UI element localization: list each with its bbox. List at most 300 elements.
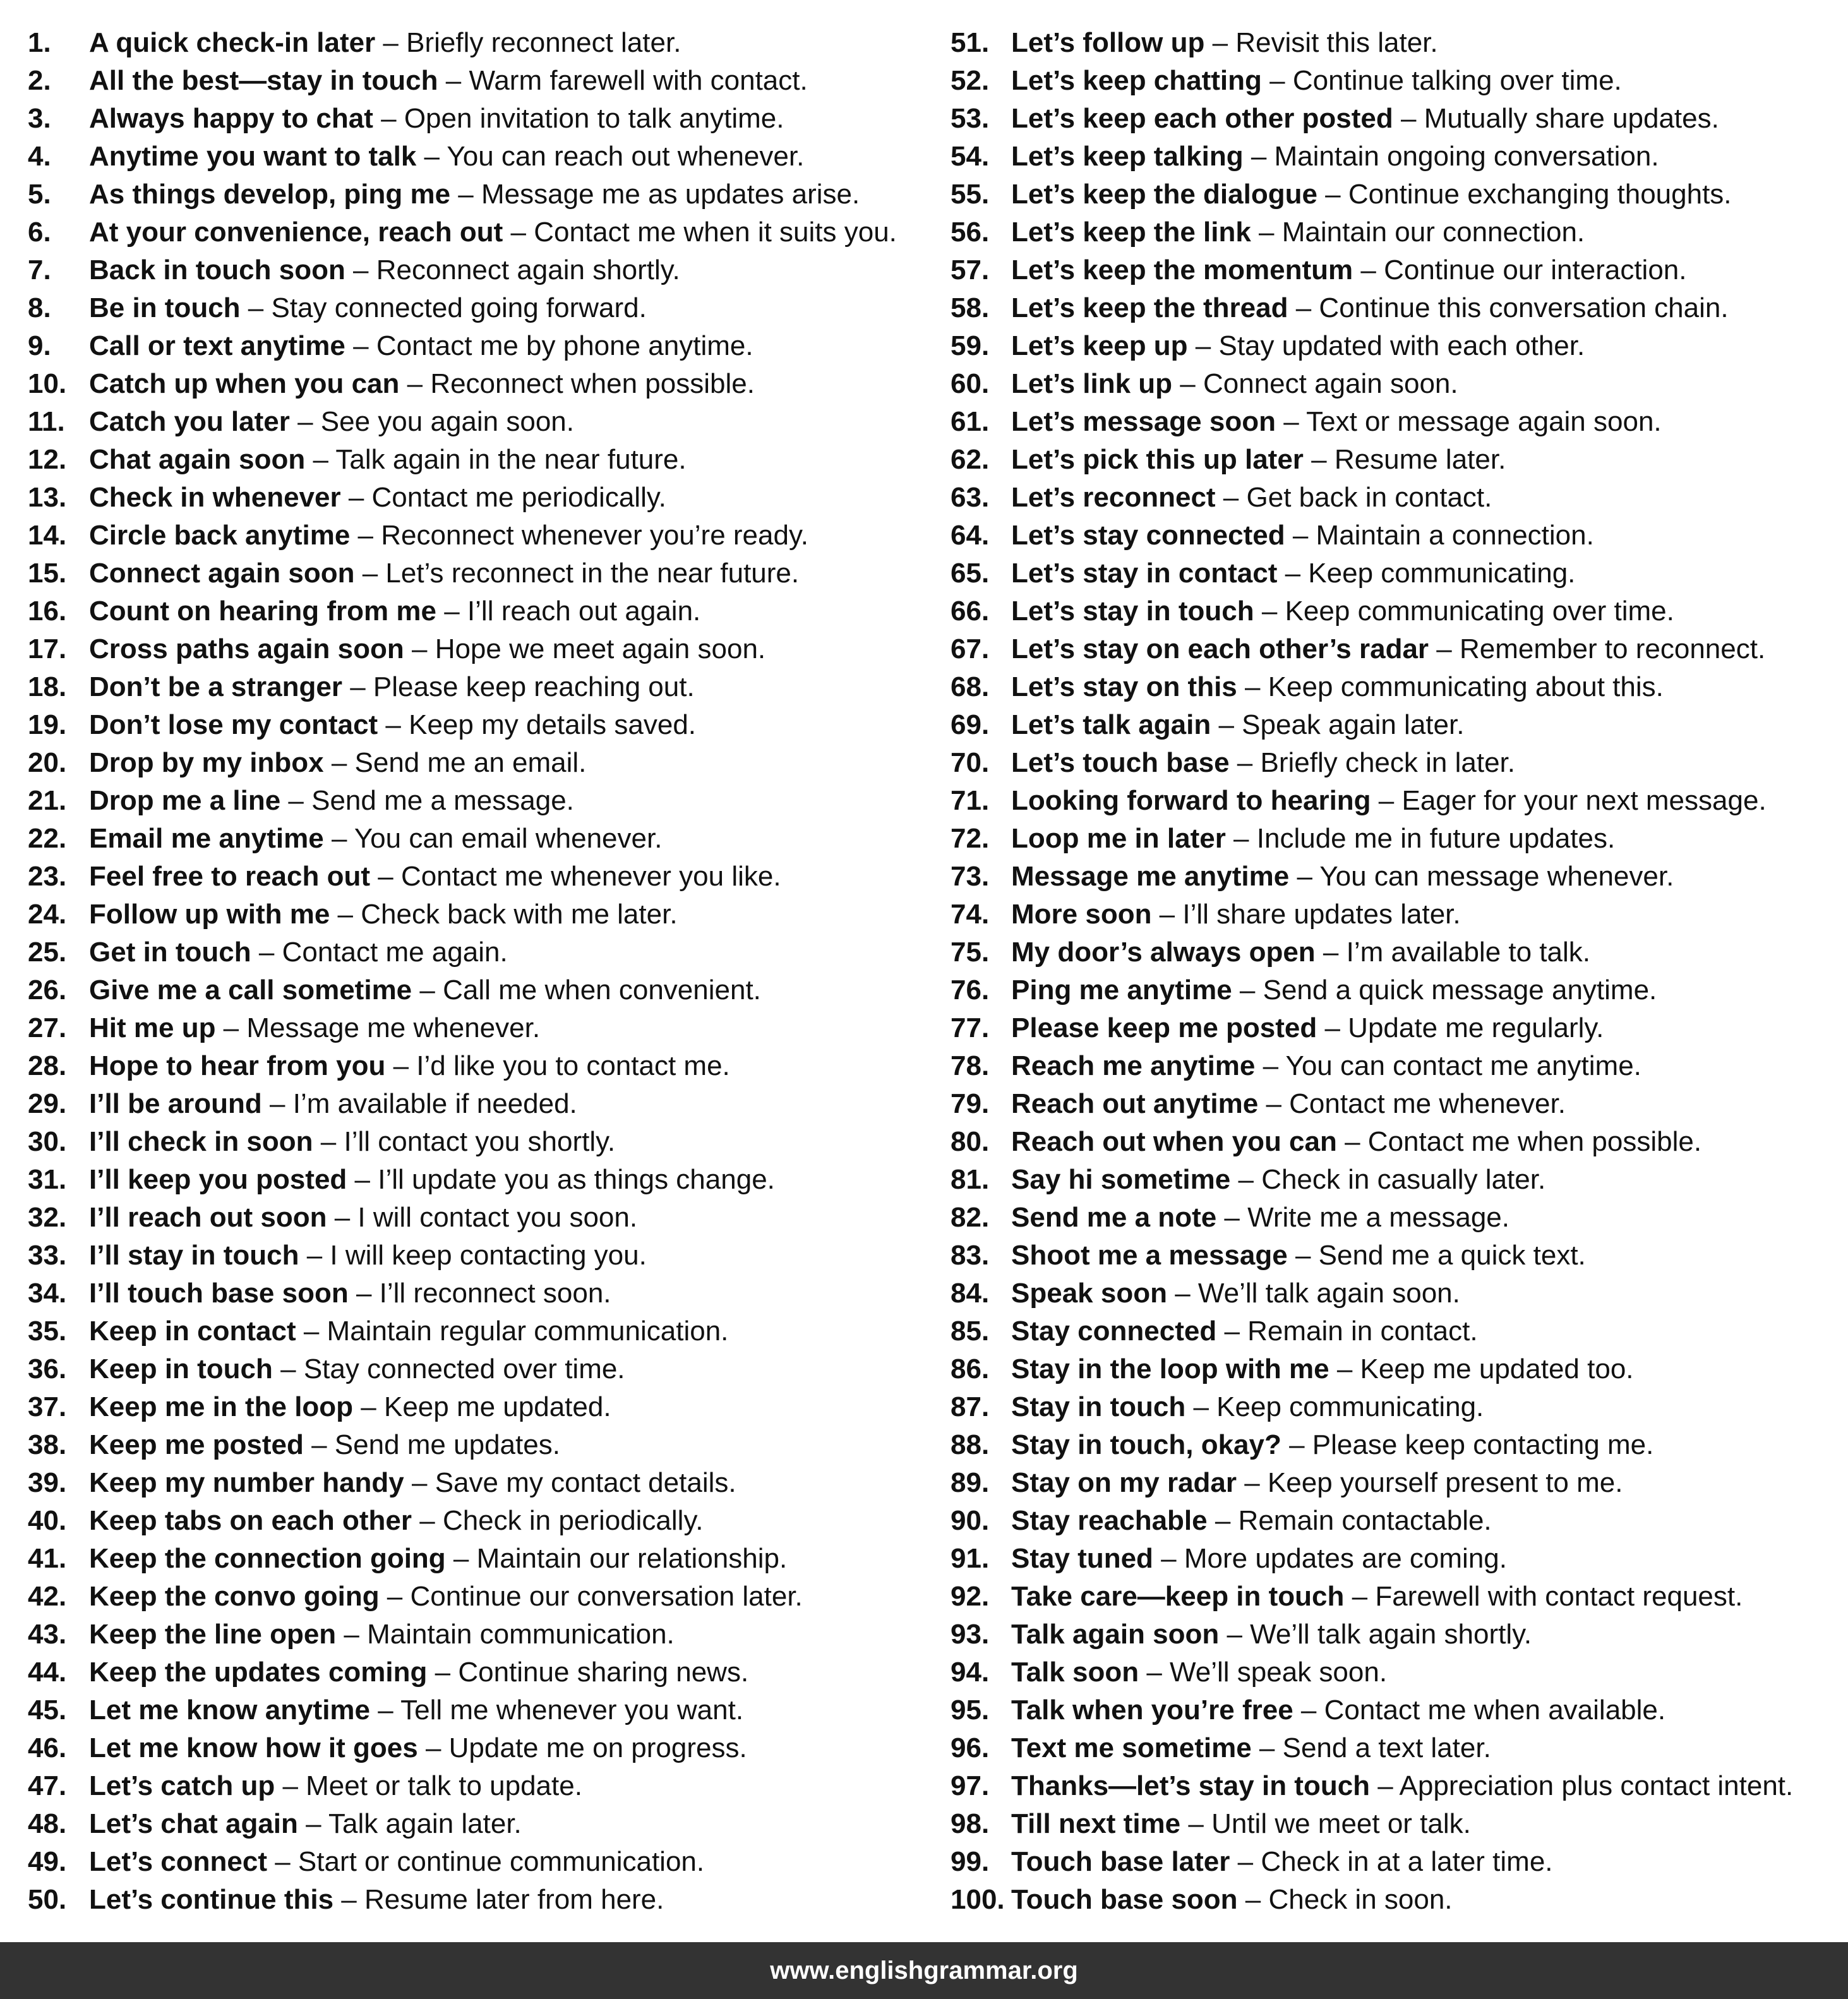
item-number: 8. [28,292,51,323]
item-meaning: You can email whenever. [354,823,663,854]
item-text [89,1881,664,1919]
item-phrase: Shoot me a message [1011,1240,1288,1271]
item-separator: – [1370,1770,1400,1801]
item-text [1011,24,1438,62]
item-separator: – [1237,671,1268,702]
item-number: 1. [28,27,51,58]
list-item [28,251,925,289]
item-meaning: I’ll reconnect soon. [379,1278,611,1309]
item-text [89,479,666,517]
item-number: 25. [28,937,67,968]
item-separator: – [1216,1316,1248,1347]
item-text [89,251,680,289]
item-phrase: Back in touch soon [89,255,345,285]
item-phrase: Keep me posted [89,1429,304,1460]
list-item [28,933,925,971]
item-meaning: Appreciation plus contact intent. [1399,1770,1794,1801]
item-meaning: Keep my details saved. [409,709,697,740]
item-text [89,1199,637,1237]
item-number: 36. [28,1354,67,1384]
item-meaning: See you again soon. [320,406,574,437]
list-item [28,1881,925,1919]
item-phrase: Touch base soon [1011,1884,1238,1915]
item-phrase: Give me a call sometime [89,975,412,1006]
list-item [951,289,1835,327]
item-phrase: Stay in the loop with me [1011,1354,1329,1384]
item-text [89,1085,577,1123]
item-meaning: Check in periodically. [442,1505,704,1536]
item-number: 99. [951,1846,990,1877]
item-text [89,706,696,744]
item-text [1011,138,1659,176]
item-phrase: Hope to hear from you [89,1050,386,1081]
item-phrase: Let’s stay in touch [1011,596,1254,627]
item-number: 7. [28,255,51,285]
item-phrase: Let’s catch up [89,1770,275,1801]
item-meaning: Check in at a later time. [1261,1846,1553,1877]
list-item [951,1388,1835,1426]
item-phrase: Keep the convo going [89,1581,380,1612]
item-separator: – [1243,141,1275,172]
item-number: 67. [951,633,990,664]
item-phrase: Keep me in the loop [89,1391,354,1422]
item-meaning: Text or message again soon. [1306,406,1662,437]
item-meaning: Check in casually later. [1261,1164,1546,1195]
item-separator: – [385,1050,417,1081]
item-separator: – [445,1543,477,1574]
list-item [28,1805,925,1843]
item-separator: – [289,406,321,437]
item-text [1011,706,1464,744]
list-item [951,62,1835,100]
item-text [89,1729,747,1767]
item-number: 41. [28,1543,67,1574]
item-phrase: Stay tuned [1011,1543,1153,1574]
item-separator: – [1315,937,1347,968]
item-text [1011,630,1765,668]
list-item [951,213,1835,251]
item-separator: – [1281,1429,1312,1460]
item-separator: – [379,1581,411,1612]
item-separator: – [348,1278,380,1309]
item-separator: – [1232,975,1263,1006]
item-number: 31. [28,1164,67,1195]
item-separator: – [1204,27,1236,58]
list-item [951,1085,1835,1123]
item-meaning: Contact me by phone anytime. [376,330,753,361]
item-meaning: Send me an email. [354,747,587,778]
item-phrase: Let’s keep each other posted [1011,103,1393,134]
item-phrase: Ping me anytime [1011,975,1232,1006]
list-item [951,1275,1835,1312]
item-meaning: Keep yourself present to me. [1267,1467,1623,1498]
item-phrase: I’ll keep you posted [89,1164,347,1195]
list-item [28,1388,925,1426]
item-number: 16. [28,596,67,627]
item-number: 6. [28,217,51,248]
list-item [951,1691,1835,1729]
item-separator: – [450,179,481,210]
item-separator: – [1153,1543,1184,1574]
right-column [951,24,1835,1919]
item-number: 83. [951,1240,990,1271]
item-number: 38. [28,1429,67,1460]
item-meaning: Stay connected over time. [303,1354,625,1384]
item-text [1011,971,1657,1009]
item-number: 98. [951,1808,990,1839]
item-separator: – [1275,406,1307,437]
list-item [28,630,925,668]
item-number: 9. [28,330,51,361]
item-separator: – [1371,785,1402,816]
item-text [1011,1199,1509,1237]
item-number: 84. [951,1278,990,1309]
item-phrase: I’ll check in soon [89,1126,313,1157]
item-number: 26. [28,975,67,1006]
list-item [951,138,1835,176]
item-number: 88. [951,1429,990,1460]
item-text [89,327,753,365]
item-phrase: Stay reachable [1011,1505,1208,1536]
item-separator: – [333,1884,364,1915]
item-text [89,441,687,479]
item-meaning: Start or continue communication. [297,1846,705,1877]
item-phrase: Let’s stay in contact [1011,558,1278,589]
item-separator: – [1216,1202,1248,1233]
item-number: 68. [951,671,990,702]
item-separator: – [1285,520,1316,551]
item-number: 54. [951,141,990,172]
item-separator: – [417,1732,449,1763]
item-number: 32. [28,1202,67,1233]
item-meaning: Maintain communication. [367,1619,675,1650]
item-separator: – [296,1316,327,1347]
item-meaning: Get back in contact. [1246,482,1492,513]
item-number: 43. [28,1619,67,1650]
list-item [28,706,925,744]
item-meaning: Contact me whenever. [1289,1088,1566,1119]
item-number: 57. [951,255,990,285]
item-meaning: Continue talking over time. [1292,65,1622,96]
list-item [28,1843,925,1881]
item-phrase: Catch you later [89,406,290,437]
item-meaning: Open invitation to talk anytime. [404,103,784,134]
item-text [89,213,897,251]
list-item [28,403,925,441]
list-item [951,517,1835,555]
item-phrase: Let’s touch base [1011,747,1230,778]
list-item [951,1426,1835,1464]
item-text [1011,1047,1641,1085]
list-item [28,479,925,517]
item-phrase: Stay in touch, okay? [1011,1429,1281,1460]
item-text [89,782,574,820]
item-phrase: Email me anytime [89,823,324,854]
item-separator: – [323,823,354,854]
item-meaning: Warm farewell with contact. [469,65,808,96]
item-phrase: Keep in touch [89,1354,273,1384]
item-phrase: Don’t lose my contact [89,709,378,740]
item-separator: – [280,785,312,816]
item-separator: – [1287,1240,1319,1271]
item-meaning: Continue this conversation chain. [1319,292,1729,323]
item-number: 21. [28,785,67,816]
item-phrase: Keep the line open [89,1619,337,1650]
list-item [951,1237,1835,1275]
item-meaning: Contact me when possible. [1367,1126,1702,1157]
item-separator: – [353,1391,384,1422]
item-number: 78. [951,1050,990,1081]
item-text [1011,441,1506,479]
item-text [1011,1123,1701,1161]
item-separator: – [412,975,443,1006]
item-number: 29. [28,1088,67,1119]
item-phrase: Till next time [1011,1808,1181,1839]
item-phrase: Check in whenever [89,482,341,513]
left-column [28,24,925,1919]
item-text [1011,479,1492,517]
item-text [89,1009,540,1047]
item-text [1011,1312,1478,1350]
item-meaning: Remain in contact. [1247,1316,1478,1347]
item-phrase: Let’s reconnect [1011,482,1216,513]
item-phrase: Let’s talk again [1011,709,1211,740]
item-phrase: Call or text anytime [89,330,345,361]
item-number: 80. [951,1126,990,1157]
item-phrase: Loop me in later [1011,823,1226,854]
item-text [1011,1502,1492,1540]
item-text [1011,782,1767,820]
item-phrase: Chat again soon [89,444,306,475]
list-item [951,251,1835,289]
item-meaning: Send a quick message anytime. [1263,975,1657,1006]
list-item [28,1085,925,1123]
item-number: 30. [28,1126,67,1157]
item-separator: – [1293,1695,1324,1726]
item-text [89,517,808,555]
item-meaning: Contact me when available. [1324,1695,1666,1726]
item-number: 94. [951,1657,990,1688]
list-item [28,744,925,782]
item-number: 89. [951,1467,990,1498]
item-separator: – [1167,1278,1198,1309]
item-number: 24. [28,899,67,930]
list-item [28,1275,925,1312]
list-item [28,858,925,896]
list-item [951,1578,1835,1616]
item-meaning: Reconnect whenever you’re ready. [381,520,808,551]
item-meaning: Revisit this later. [1235,27,1438,58]
list-item [28,1123,925,1161]
item-text [1011,1388,1484,1426]
list-item [951,1881,1835,1919]
list-item [951,782,1835,820]
item-number: 45. [28,1695,67,1726]
item-meaning: More updates are coming. [1184,1543,1507,1574]
item-phrase: Keep in contact [89,1316,296,1347]
item-meaning: Please keep reaching out. [373,671,695,702]
item-meaning: Meet or talk to update. [306,1770,582,1801]
item-text [1011,251,1686,289]
item-meaning: Briefly reconnect later. [406,27,681,58]
item-meaning: Contact me periodically. [371,482,666,513]
list-item [28,668,925,706]
item-meaning: Contact me when it suits you. [534,217,897,248]
item-phrase: Don’t be a stranger [89,671,342,702]
item-text [89,896,678,933]
list-item [28,1654,925,1691]
item-text [1011,1237,1586,1275]
item-text [1011,896,1461,933]
item-meaning: I’d like you to contact me. [416,1050,730,1081]
item-meaning: Continue exchanging thoughts. [1348,179,1732,210]
item-phrase: Send me a note [1011,1202,1217,1233]
item-phrase: Let’s stay on this [1011,671,1237,702]
item-separator: – [375,27,407,58]
list-item [951,1312,1835,1350]
item-phrase: Reach out when you can [1011,1126,1337,1157]
item-text [89,1805,522,1843]
item-meaning: Keep me updated. [383,1391,611,1422]
item-number: 62. [951,444,990,475]
item-phrase: Reach me anytime [1011,1050,1256,1081]
item-meaning: Reconnect when possible. [430,368,755,399]
item-phrase: Get in touch [89,937,251,968]
item-separator: – [1251,1732,1283,1763]
item-number: 46. [28,1732,67,1763]
item-number: 39. [28,1467,67,1498]
item-separator: – [1180,1808,1212,1839]
item-separator: – [336,1619,368,1650]
item-number: 53. [951,103,990,134]
item-text [89,1767,582,1805]
item-number: 77. [951,1012,990,1043]
item-meaning: Maintain ongoing conversation. [1274,141,1659,172]
item-meaning: Keep communicating. [1216,1391,1484,1422]
item-number: 3. [28,103,51,134]
list-item [951,933,1835,971]
item-separator: – [378,709,409,740]
item-phrase: Connect again soon [89,558,355,589]
item-number: 33. [28,1240,67,1271]
list-item [28,365,925,403]
item-separator: – [1185,1391,1217,1422]
item-separator: – [323,747,355,778]
item-text [89,971,761,1009]
item-number: 47. [28,1770,67,1801]
item-phrase: Be in touch [89,292,241,323]
item-phrase: Let’s link up [1011,368,1173,399]
list-item [28,1540,925,1578]
list-item [951,403,1835,441]
list-item [28,1237,925,1275]
item-meaning: Update me on progress. [448,1732,747,1763]
item-meaning: Check in soon. [1268,1884,1453,1915]
item-separator: – [1207,1505,1239,1536]
item-text [1011,403,1662,441]
item-number: 55. [951,179,990,210]
item-text [1011,1654,1387,1691]
item-text [1011,1578,1743,1616]
item-phrase: Stay connected [1011,1316,1217,1347]
item-text [1011,858,1674,896]
item-text [1011,213,1585,251]
item-separator: – [404,1467,435,1498]
item-number: 49. [28,1846,67,1877]
item-number: 66. [951,596,990,627]
list-item [951,706,1835,744]
list-item [28,1047,925,1085]
item-text [1011,1843,1553,1881]
item-meaning: Maintain a connection. [1316,520,1594,551]
item-text [1011,1350,1634,1388]
item-phrase: Speak soon [1011,1278,1167,1309]
item-phrase: Talk again soon [1011,1619,1220,1650]
item-number: 40. [28,1505,67,1536]
item-separator: – [1219,1619,1251,1650]
list-item [951,1540,1835,1578]
item-number: 52. [951,65,990,96]
item-separator: – [354,558,386,589]
item-text [89,289,647,327]
item-meaning: Farewell with contact request. [1375,1581,1743,1612]
item-separator: – [330,899,361,930]
list-item [951,858,1835,896]
item-text [89,1237,647,1275]
item-text [1011,744,1515,782]
item-meaning: Tell me whenever you want. [400,1695,744,1726]
item-text [1011,517,1594,555]
item-number: 75. [951,937,990,968]
item-phrase: Let’s message soon [1011,406,1276,437]
item-phrase: Hit me up [89,1012,216,1043]
item-phrase: Keep the updates coming [89,1657,428,1688]
list-item [28,1729,925,1767]
footer-url: www.englishgrammar.org [770,1957,1078,1984]
item-meaning: You can reach out whenever. [447,141,805,172]
item-number: 28. [28,1050,67,1081]
item-meaning: Keep me updated too. [1360,1354,1634,1384]
item-meaning: Hope we meet again soon. [435,633,766,664]
item-number: 56. [951,217,990,248]
item-number: 76. [951,975,990,1006]
item-meaning: Maintain regular communication. [327,1316,729,1347]
list-item [28,1578,925,1616]
item-text [89,858,781,896]
list-item [951,971,1835,1009]
item-text [1011,1729,1491,1767]
item-meaning: Connect again soon. [1203,368,1458,399]
item-phrase: A quick check-in later [89,27,376,58]
item-separator: – [340,482,372,513]
item-text [1011,592,1674,630]
item-phrase: Let’s follow up [1011,27,1205,58]
item-meaning: I’ll reach out again. [467,596,701,627]
item-number: 79. [951,1088,990,1119]
item-separator: – [251,937,282,968]
list-item [951,630,1835,668]
item-meaning: Save my contact details. [435,1467,736,1498]
item-separator: – [299,1240,330,1271]
item-number: 64. [951,520,990,551]
item-phrase: Let’s stay on each other’s radar [1011,633,1429,664]
item-text [89,62,808,100]
item-separator: – [305,444,336,475]
list-item [951,327,1835,365]
item-text [1011,1009,1604,1047]
item-meaning: Send me a message. [311,785,574,816]
list-item [28,441,925,479]
